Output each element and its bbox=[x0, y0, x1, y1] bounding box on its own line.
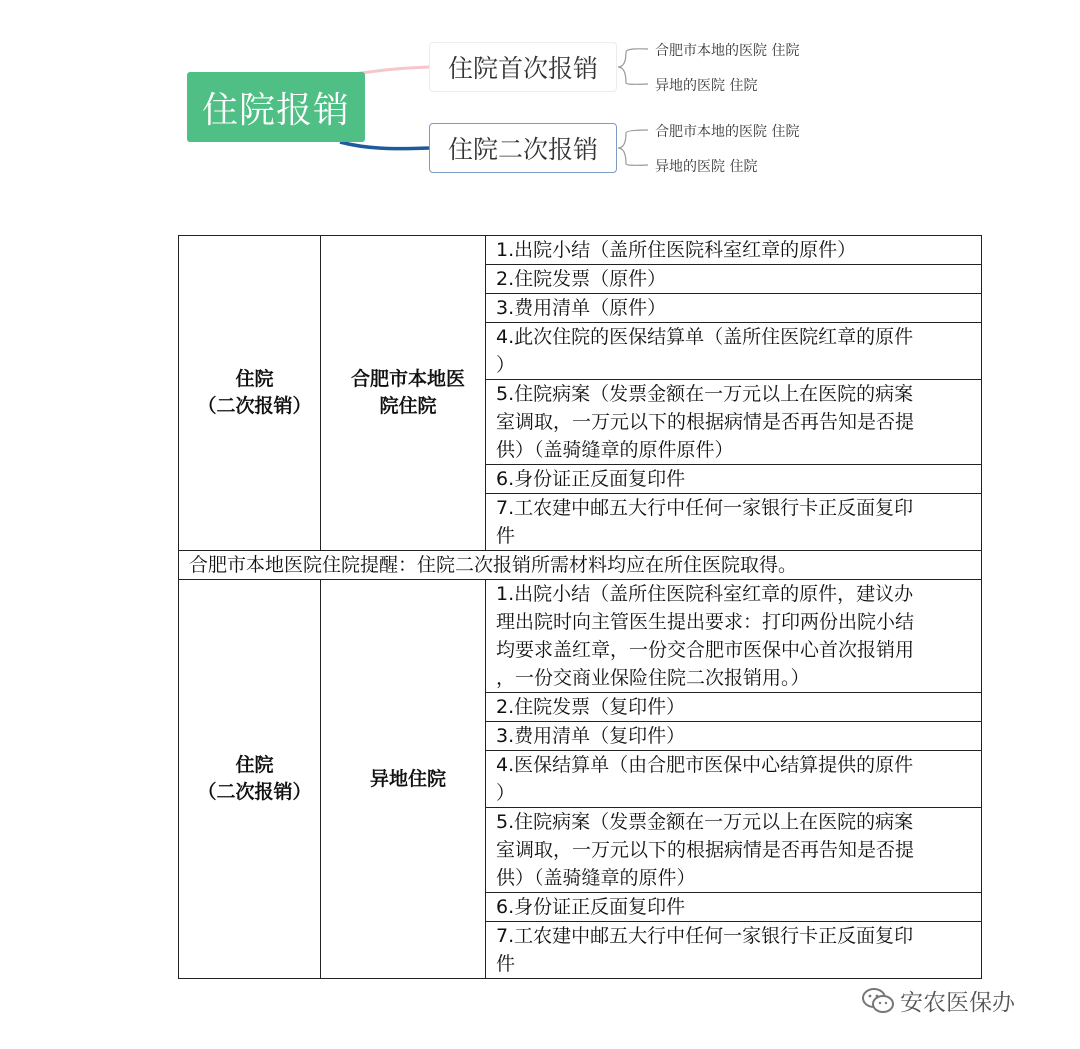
wechat-icon bbox=[860, 986, 896, 1016]
requirement-line: 室调取，一万元以下的根据病情是否再告知是否提 bbox=[496, 411, 915, 433]
requirement-line: 2.住院发票（原件） bbox=[496, 268, 667, 290]
requirement-line: 6.身份证正反面复印件 bbox=[496, 468, 686, 490]
watermark bbox=[860, 984, 1015, 1017]
requirement-line: 5.住院病案（发票金额在一万元以上在医院的病案 bbox=[496, 811, 914, 833]
requirement-line: 2.住院发票（复印件） bbox=[496, 696, 686, 718]
location-cell-remote bbox=[321, 580, 486, 979]
requirement-line: ） bbox=[496, 354, 516, 376]
requirement-cell bbox=[486, 893, 982, 922]
category-line: 住院 bbox=[235, 368, 274, 390]
requirement-line: 5.住院病案（发票金额在一万元以上在医院的病案 bbox=[496, 383, 914, 405]
brace-second-icon bbox=[618, 130, 648, 165]
requirement-line: 6.身份证正反面复印件 bbox=[496, 896, 686, 918]
requirement-cell bbox=[486, 294, 982, 323]
branch-first-reimbursement: 住院首次报销 bbox=[429, 42, 617, 92]
requirements-table bbox=[178, 235, 982, 979]
requirement-line: 3.费用清单（原件） bbox=[496, 297, 667, 319]
requirement-cell bbox=[486, 722, 982, 751]
requirement-cell bbox=[486, 494, 982, 551]
requirement-cell bbox=[486, 922, 982, 979]
category-line: 住院 bbox=[235, 754, 274, 776]
requirement-line: 均要求盖红章，一份交合肥市医保中心首次报销用 bbox=[496, 639, 915, 661]
requirement-line: 7.工农建中邮五大行中任何一家银行卡正反面复印 bbox=[496, 497, 914, 519]
mindmap bbox=[0, 0, 1080, 200]
requirement-cell bbox=[486, 751, 982, 808]
requirement-line: 4.医保结算单（由合肥市医保中心结算提供的原件 bbox=[496, 754, 914, 776]
location-cell-local bbox=[321, 236, 486, 551]
requirement-cell bbox=[486, 380, 982, 465]
requirement-line: 供）（盖骑缝章的原件） bbox=[496, 867, 696, 889]
requirement-cell bbox=[486, 808, 982, 893]
requirement-cell bbox=[486, 265, 982, 294]
branch-second-reimbursement: 住院二次报销 bbox=[429, 123, 617, 173]
requirement-line: ，一份交商业保险住院二次报销用。） bbox=[496, 667, 810, 689]
leaf-second-local: 合肥市本地的医院 住院 bbox=[655, 124, 800, 140]
leaf-first-local: 合肥市本地的医院 住院 bbox=[655, 43, 800, 59]
table-row bbox=[179, 580, 982, 693]
category-cell-local bbox=[179, 236, 321, 551]
local-reminder-note: 合肥市本地医院住院提醒：住院二次报销所需材料均应在所住医院取得。 bbox=[179, 551, 982, 580]
requirement-line: 1.出院小结（盖所住医院科室红章的原件，建议办 bbox=[496, 583, 914, 605]
category-line: （二次报销） bbox=[197, 395, 312, 417]
requirement-cell bbox=[486, 580, 982, 693]
requirement-line: 件 bbox=[496, 525, 516, 547]
watermark-text: 安农医保办 bbox=[900, 990, 1015, 1016]
leaf-second-remote: 异地的医院 住院 bbox=[655, 159, 758, 175]
location-line: 院住院 bbox=[379, 395, 437, 417]
category-cell-remote bbox=[179, 580, 321, 979]
brace-first-icon bbox=[618, 49, 648, 85]
requirement-cell bbox=[486, 465, 982, 494]
requirement-line: ） bbox=[496, 782, 516, 804]
requirement-cell bbox=[486, 236, 982, 265]
requirement-line: 室调取，一万元以下的根据病情是否再告知是否提 bbox=[496, 839, 915, 861]
requirement-line: 7.工农建中邮五大行中任何一家银行卡正反面复印 bbox=[496, 925, 914, 947]
requirement-line: 理出院时向主管医生提出要求：打印两份出院小结 bbox=[496, 611, 915, 633]
table-row-note bbox=[179, 551, 982, 580]
requirement-line: 4.此次住院的医保结算单（盖所住医院红章的原件 bbox=[496, 326, 914, 348]
requirement-cell bbox=[486, 693, 982, 722]
requirement-line: 供）（盖骑缝章的原件原件） bbox=[496, 439, 734, 461]
link-second-reimbursement bbox=[340, 142, 430, 149]
location-line: 异地住院 bbox=[369, 767, 446, 790]
requirement-line: 件 bbox=[496, 953, 516, 975]
category-line: （二次报销） bbox=[197, 781, 312, 803]
requirement-line: 3.费用清单（复印件） bbox=[496, 725, 686, 747]
requirement-line: 1.出院小结（盖所住医院科室红章的原件） bbox=[496, 239, 857, 261]
requirement-cell bbox=[486, 323, 982, 380]
location-line: 合肥市本地医 bbox=[350, 368, 465, 390]
mindmap-root: 住院报销 bbox=[187, 72, 365, 142]
leaf-first-remote: 异地的医院 住院 bbox=[655, 78, 758, 94]
table-row bbox=[179, 236, 982, 265]
